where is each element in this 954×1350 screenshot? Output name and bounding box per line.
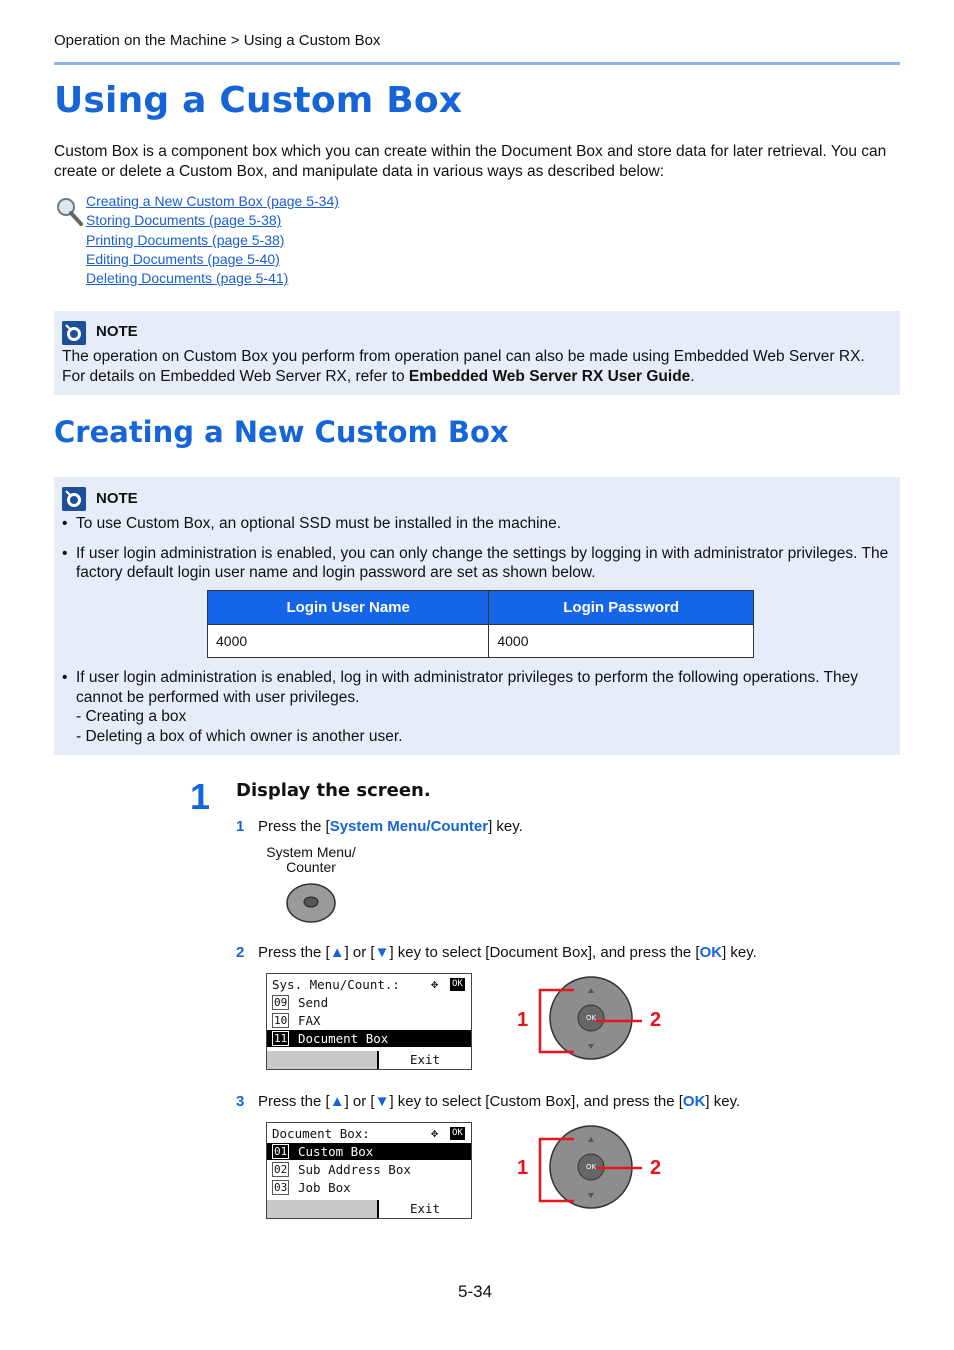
lcd-row: 09 Send xyxy=(274,995,329,1010)
link-storing-documents[interactable]: Storing Documents (page 5-38) xyxy=(86,212,282,229)
note-text: The operation on Custom Box you perform from operation panel can also be made using Embedded Web Server RX. For details on Embedded Web Server RX, refer to Embedded Web Server RX User Guide. xyxy=(62,348,865,385)
svg-text:OK: OK xyxy=(585,1163,597,1171)
step-number: 1 xyxy=(190,776,211,817)
login-password-value: 4000 xyxy=(489,625,754,658)
note-bullet-login: • If user login administration is enabled, you can only change the settings by logging in with administrator privileges. The factory default login user name and login password are set as shown below. xyxy=(62,544,892,583)
substep-1: 1 Press the [System Menu/Counter] key. xyxy=(236,818,523,835)
callout-up-down: 1 xyxy=(517,1009,529,1031)
lcd-row: 03 Job Box xyxy=(274,1180,351,1195)
guide-name: Embedded Web Server RX User Guide xyxy=(408,367,691,385)
move-arrows-icon: ✥ xyxy=(431,1126,439,1140)
note-title: NOTE xyxy=(96,490,138,507)
header-login-user-name: Login User Name xyxy=(208,591,489,625)
system-menu-key-label: System Menu/ Counter xyxy=(266,844,356,875)
note-bullet-ssd: • To use Custom Box, an optional SSD must be installed in the machine. xyxy=(62,514,892,534)
ok-badge-icon: OK xyxy=(452,1128,463,1138)
link-editing-documents[interactable]: Editing Documents (page 5-40) xyxy=(86,250,280,267)
page-title: Using a Custom Box xyxy=(54,80,463,121)
move-arrows-icon: ✥ xyxy=(431,977,439,991)
system-menu-counter-key[interactable] xyxy=(285,882,337,924)
note-icon xyxy=(62,321,86,345)
substep-3: 3 Press the [▲] or [▼] key to select [Custom Box], and press the [OK] key. xyxy=(236,1093,741,1110)
page-number: 5-34 xyxy=(458,1282,493,1301)
intro-paragraph: Custom Box is a component box which you can create within the Document Box and store data for later retrieval. You can create or delete a Custom Box, and manipulate data in various ways as described below: xyxy=(54,143,887,180)
lcd-header: Document Box: xyxy=(272,1126,370,1141)
callout-up-down: 1 xyxy=(517,1157,529,1179)
callout-ok: 2 xyxy=(650,1009,662,1031)
reference-links xyxy=(86,192,339,288)
ok-badge-icon: OK xyxy=(452,979,463,989)
navigation-dial-diagram-2 xyxy=(512,1125,672,1215)
note-box-1 xyxy=(54,311,900,395)
breadcrumb: Operation on the Machine > Using a Custom Box xyxy=(54,32,381,49)
navigation-dial-diagram-1 xyxy=(512,976,672,1066)
header-login-password: Login Password xyxy=(489,591,754,625)
lcd-row-selected: 01 Custom Box xyxy=(267,1143,471,1160)
magnifier-icon xyxy=(54,196,84,228)
step-title: Display the screen. xyxy=(236,780,431,801)
section-title: Creating a New Custom Box xyxy=(54,415,509,449)
login-user-name-value: 4000 xyxy=(208,625,489,658)
lcd-exit-softkey: Exit xyxy=(377,1200,471,1218)
lcd-row-selected: 11 Document Box xyxy=(267,1030,471,1047)
lcd-row: 10 FAX xyxy=(274,1013,321,1028)
lcd-exit-softkey: Exit xyxy=(377,1051,471,1069)
note-title: NOTE xyxy=(96,323,138,340)
substep-2: 2 Press the [▲] or [▼] key to select [Document Box], and press the [OK] key. xyxy=(236,944,757,961)
login-table xyxy=(207,590,754,658)
note-bullet-admin: • If user login administration is enabled, log in with administrator privileges to perform the following operations. They cannot be performed with user privileges. - Creating a box - Deleting a box of which owner is another user. xyxy=(62,668,892,746)
link-creating-custom-box[interactable]: Creating a New Custom Box (page 5-34) xyxy=(86,193,339,209)
note-box-2 xyxy=(54,477,900,755)
link-deleting-documents[interactable]: Deleting Documents (page 5-41) xyxy=(86,270,289,287)
note-icon xyxy=(62,487,86,511)
link-printing-documents[interactable]: Printing Documents (page 5-38) xyxy=(86,231,285,248)
lcd-screen-system-menu xyxy=(266,973,472,1070)
lcd-row: 02 Sub Address Box xyxy=(274,1162,411,1177)
header-rule xyxy=(54,62,900,65)
callout-ok: 2 xyxy=(650,1157,662,1179)
lcd-header: Sys. Menu/Count.: xyxy=(272,977,400,992)
lcd-screen-document-box xyxy=(266,1122,472,1219)
svg-text:OK: OK xyxy=(585,1014,597,1022)
